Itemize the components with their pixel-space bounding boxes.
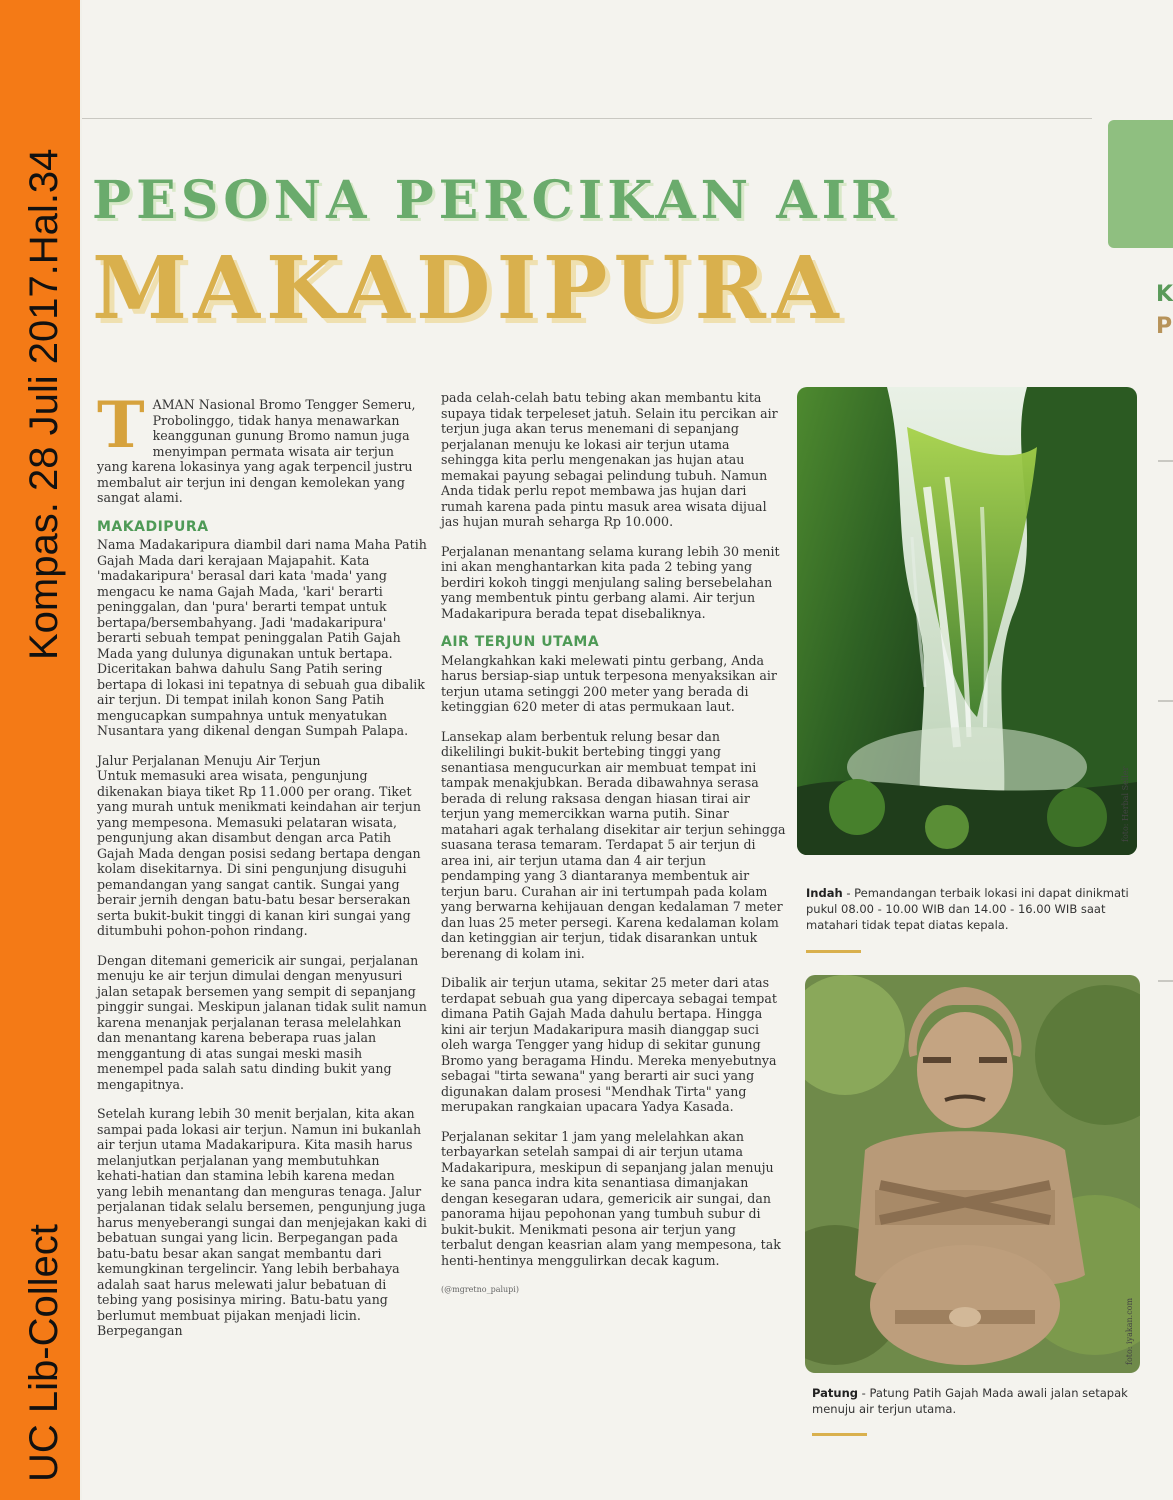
section-tab [1108, 120, 1173, 248]
paragraph: Dibalik air terjun utama, sekitar 25 meter dari atas terdapat sebuah gua yang dipercaya sebagai tempat dimana Patih Gajah Mada dahulu bertapa. Hingga kini air terjun Madakaripura masih dianggap suci oleh warga Tengger yang hidup di sekitar gunung Bromo yang beragama Hindu. Mereka menyebutnya sebagai "tirta sewana" yang berarti air suci yang digunakan dalam prosesi "Mendhak Tirta" yang merupakan rangkaian upacara Yadya Kasada. [441, 975, 777, 1114]
photo-caption [806, 885, 1144, 933]
collection-label: UC Lib-Collect [22, 1224, 66, 1482]
photo-caption [812, 1385, 1148, 1417]
intro-text: AMAN Nasional Bromo Tengger Semeru, Probolinggo, tidak hanya menawarkan keanggunan gunung Bromo namun juga menyimpan permata wisata air terjun yang karena lokasinya yang agak terpencil justru membalut air terjun ini dengan kemolekan yang sangat alami. [97, 397, 416, 505]
caption-label: Indah [806, 886, 843, 900]
statue-photo [805, 975, 1140, 1373]
caption-text: - Pemandangan terbaik lokasi ini dapat dinikmati pukul 08.00 - 10.00 WIB dan 14.00 - 16.00 WIB saat matahari tidak tepat diatas kepala. [806, 886, 1129, 932]
paragraph: Lansekap alam berbentuk relung besar dan dikelilingi bukit-bukit bertebing tinggi yang senantiasa mengucurkan air membuat tempat ini tampak menakjubkan. Berada dibawahnya serasa berada di relung raksasa dengan hiasan tirai air terjun yang memercikkan warna putih. Sinar matahari agak terhalang disekitar air terjun sehingga suasana terasa temaram. Terdapat 5 air terjun di area ini, air terjun utama dan 4 air terjun pendamping yang 3 diantaranya membentuk air terjun baru. Curahan air ini tertumpah pada kolam yang berwarna kehijauan dengan kedalaman 7 meter dan luas 25 meter persegi. Karena kedalaman kolam dan ketinggian air terjun, tidak disarankan untuk berenang di kolam ini. [441, 728, 786, 961]
paragraph: Untuk memasuki area wisata, pengunjung dikenakan biaya tiket Rp 11.000 per orang. Tiket yang murah untuk menikmati keindahan air terjun yang mempesona. Memasuki pelataran wisata, pengunjung akan disambut dengan arca Patih Gajah Mada dengan posisi sedang bertapa dengan kolam disekitarnya. Di sini pengunjung disuguhi pemandangan yang sangat cantik. Sungai yang berair jernih dengan batu-batu besar berserakan serta bukit-bukit tinggi di kanan kiri sungai yang ditumbuhi pohon-pohon rindang. [97, 768, 421, 938]
paragraph: pada celah-celah batu tebing akan membantu kita supaya tidak terpeleset jatuh. Selain itu percikan air terjun juga akan terus menemani di sepanjang perjalanan menuju ke lokasi air terjun utama sehingga kita perlu mengenakan jas hujan atau memakai payung sebagai pelindung tubuh. Namun Anda tidak perlu repot membawa jas hujan dari rumah karena pada pintu masuk area wisata dijual jas hujan murah seharga Rp 10.000. [441, 390, 778, 529]
sidebar-rule [1158, 980, 1173, 982]
author-credit: (@mgretno_palupi) [441, 1285, 519, 1294]
caption-text: - Patung Patih Gajah Mada awali jalan setapak menuju air terjun utama. [812, 1386, 1128, 1416]
paragraph: Dengan ditemani gemericik air sungai, perjalanan menuju ke air terjun dimulai dengan menyusuri jalan setapak bersemen yang sempit di sepanjang pinggir sungai. Meskipun jalanan tidak sulit namun karena menanjak perjalanan terasa melelahkan dan menantang karena beberapa ruas jalan menggantung di atas sungai meski masih menempel pada salah satu dinding bukit yang mengapitnya. [97, 952, 427, 1092]
caption-rule [806, 950, 861, 953]
paragraph: Setelah kurang lebih 30 menit berjalan, kita akan sampai pada lokasi air terjun. Namun ini bukanlah air terjun utama Madakaripura. Kita masih harus melanjutkan perjalanan yang membutuhkan kehati-hatian dan stamina lebih karena medan yang lebih menantang dan menguras tenaga. Jalur perjalanan tidak selalu bersemen, pengunjung juga harus menyeberangi sungai dan menjejakan kaki di bebatuan sungai yang licin. Berpegangan pada batu-batu besar akan sangat membantu dari kemungkinan tergelincir. Yang lebih berbahaya adalah saat harus melewati jalur bebatuan di tebing yang posisinya miring. Batu-batu yang berlumut membuat pijakan menjadi licin. Berpegangan [97, 1106, 427, 1338]
headline-line2: MAKADIPURA [92, 238, 845, 339]
article-column-2 [441, 390, 786, 1298]
caption-rule [812, 1433, 867, 1436]
statue-illustration [805, 975, 1140, 1373]
source-citation: Kompas. 28 Juli 2017.Hal.34 [22, 148, 66, 660]
headline-line1: PESONA PERCIKAN AIR [92, 170, 900, 231]
subheading: Jalur Perjalanan Menuju Air Terjun [97, 752, 321, 768]
intro-paragraph [97, 388, 427, 506]
top-rule [82, 118, 1092, 119]
photo-credit: foto: iyakan.com [1125, 1297, 1134, 1365]
paragraph: Nama Madakaripura diambil dari nama Maha Patih Gajah Mada dari kerajaan Majapahit. Kata 'madakaripura' berasal dari kata 'mada' yang mengacu ke nama Gajah Mada, 'kari' berarti peninggalan, dan 'pura' berarti tempat untuk bertapa/bersembahyang. Jadi 'madakaripura' berarti sebuah tempat peninggalan Patih Gajah Mada yang dulunya digunakan untuk bertapa. Diceritakan bahwa dahulu Sang Patih sering bertapa di lokasi ini tepatnya di sebuah gua dibalik air terjun. Di tempat inilah konon Sang Patih mengucapkan sumpahnya untuk menyatukan Nusantara yang dikenal dengan Sumpah Palapa. [97, 537, 427, 738]
sidebar-rule [1158, 460, 1173, 462]
source-label-strip [0, 0, 80, 1500]
sidebar-letter-p: P [1156, 314, 1173, 339]
paragraph: Perjalanan menantang selama kurang lebih 30 menit ini akan menghantarkan kita pada 2 tebing yang berdiri kokoh tinggi menjulang saling bersebelahan yang membentuk pintu gerbang alami. Air terjun Madakaripura berada tepat disebaliknya. [441, 543, 780, 621]
section-heading: AIR TERJUN UTAMA [441, 634, 600, 650]
article-column-1 [97, 388, 427, 1353]
waterfall-illustration [797, 387, 1137, 855]
paragraph: Melangkahkan kaki melewati pintu gerbang, Anda harus bersiap-siap untuk terpesona menyaksikan air terjun utama setinggi 200 meter yang berada di ketinggian 620 meter di atas permukaan laut. [441, 652, 777, 714]
section-heading: MAKADIPURA [97, 518, 209, 535]
sidebar-letter-k: K [1156, 282, 1173, 307]
caption-label: Patung [812, 1386, 858, 1400]
waterfall-photo [797, 387, 1137, 855]
sidebar-rule [1158, 700, 1173, 702]
drop-cap: T [97, 388, 145, 463]
photo-credit: foto: Herbal Seller [1121, 766, 1130, 842]
paragraph: Perjalanan sekitar 1 jam yang melelahkan akan terbayarkan setelah sampai di air terjun utama Madakaripura, meskipun di sepanjang jalan menuju ke sana panca indra kita senantiasa dimanjakan dengan kesegaran udara, gemericik air sungai, dan panorama hijau pepohonan yang tumbuh subur di bukit-bukit. Menikmati pesona air terjun yang terbalut dengan keasrian alam yang mempesona, tak henti-hentinya menggulirkan decak kagum. [441, 1128, 781, 1268]
